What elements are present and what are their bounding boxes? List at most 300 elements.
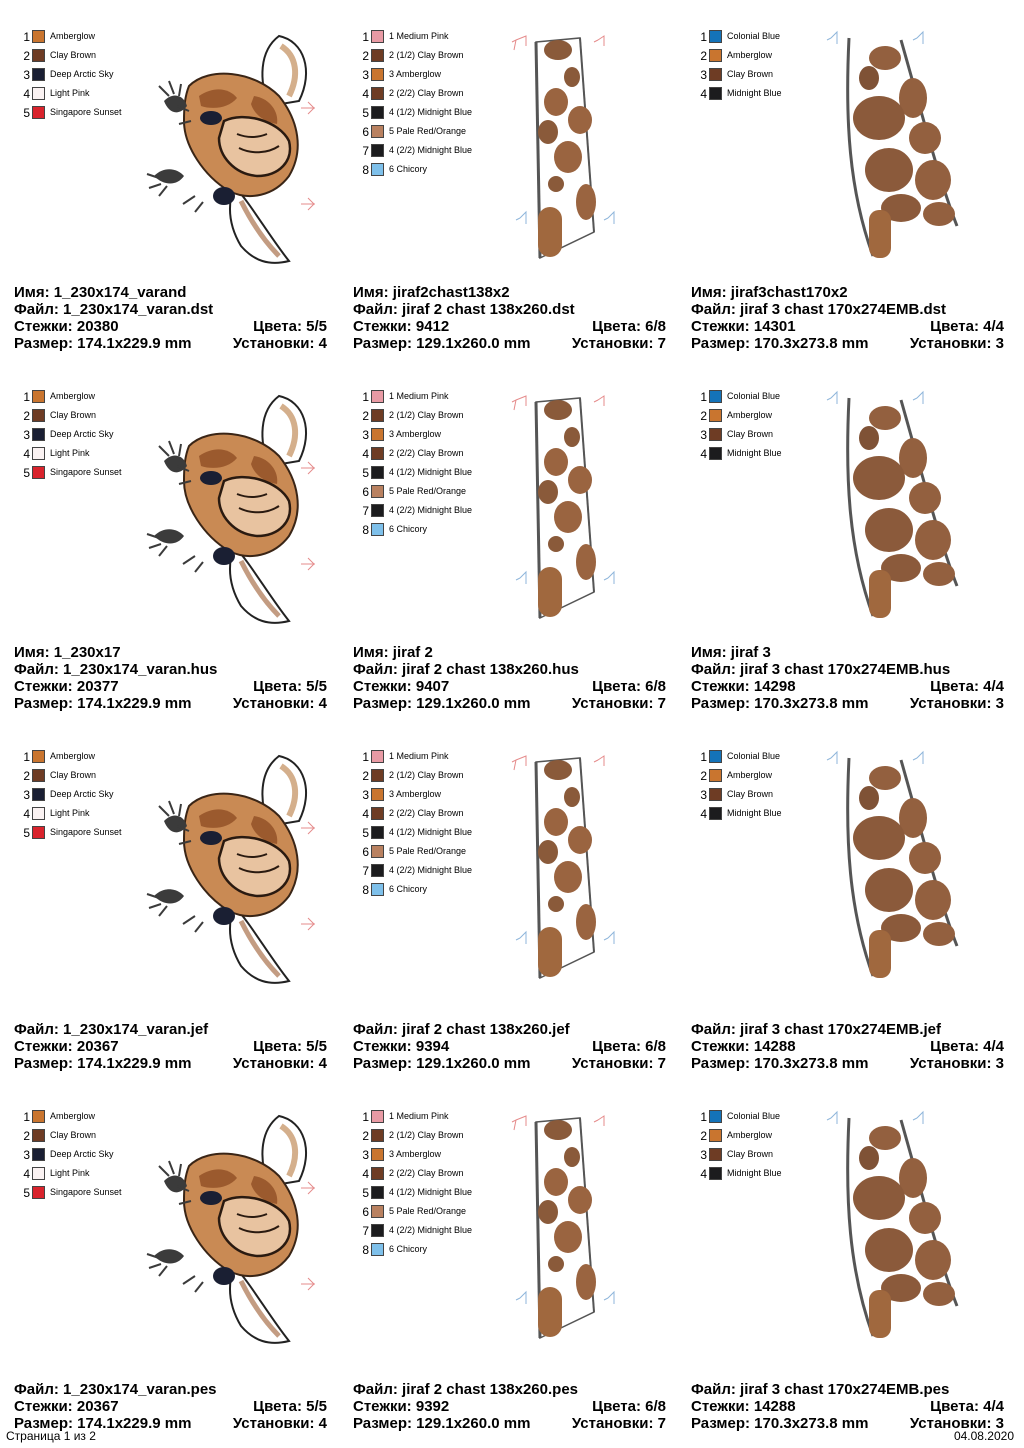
palette-index: 2: [362, 409, 369, 423]
color-swatch: [32, 750, 45, 763]
color-swatch: [371, 883, 384, 896]
design-card: [353, 382, 683, 722]
color-swatch: [32, 1167, 45, 1180]
info-line: [14, 661, 327, 678]
color-name: Deep Arctic Sky: [50, 69, 114, 79]
palette-index: 5: [362, 106, 369, 120]
color-name: Light Pink: [50, 88, 90, 98]
color-name: Light Pink: [50, 808, 90, 818]
color-swatch: [371, 447, 384, 460]
print-date: 04.08.2020: [953, 1429, 1014, 1443]
color-swatch: [371, 1205, 384, 1218]
color-name: Clay Brown: [50, 410, 97, 420]
color-swatch: [371, 466, 384, 479]
color-name: Singapore Sunset: [50, 1187, 122, 1197]
color-name: Colonial Blue: [727, 391, 781, 401]
palette-index: 2: [700, 769, 707, 783]
palette-index: 1: [700, 1110, 707, 1124]
color-name: Deep Arctic Sky: [50, 789, 114, 799]
stop-count: Установки: 3: [909, 1055, 1004, 1072]
palette-index: 7: [362, 504, 369, 518]
color-name: Midnight Blue: [727, 448, 782, 458]
design-size: Размер: 170.3x273.8 mm: [691, 1055, 869, 1072]
color-swatch: [709, 49, 722, 62]
color-name: Clay Brown: [727, 429, 774, 439]
color-swatch: [371, 788, 384, 801]
color-name: Light Pink: [50, 1168, 90, 1178]
palette-index: 5: [362, 466, 369, 480]
giraffe-neck-part-2-embroidery: [498, 1112, 628, 1340]
design-info: [14, 1381, 327, 1432]
giraffe-head-embroidery: [129, 1106, 329, 1346]
info-line: [691, 661, 1004, 678]
color-swatch: [709, 1129, 722, 1142]
color-name: 3 Amberglow: [389, 1149, 442, 1159]
design-card: [14, 742, 344, 1082]
color-swatch: [371, 30, 384, 43]
design-size: Размер: 174.1x229.9 mm: [14, 1415, 192, 1432]
palette-index: 8: [362, 883, 369, 897]
design-info: [691, 1021, 1004, 1072]
color-name: 2 (1/2) Clay Brown: [389, 1130, 464, 1140]
file-name: Файл: jiraf 3 chast 170x274EMB.jef: [691, 1021, 941, 1038]
design-info: [353, 1021, 666, 1072]
color-count: Цвета: 4/4: [930, 1398, 1004, 1415]
file-name: Файл: 1_230x174_varan.jef: [14, 1021, 209, 1038]
design-size: Размер: 174.1x229.9 mm: [14, 1055, 192, 1072]
design-card: [14, 1102, 344, 1442]
color-swatch: [371, 807, 384, 820]
color-name: 4 (2/2) Midnight Blue: [389, 865, 473, 875]
palette-index: 5: [23, 466, 30, 480]
color-name: 4 (1/2) Midnight Blue: [389, 467, 473, 477]
color-swatch: [32, 1148, 45, 1161]
design-card: [353, 22, 683, 362]
color-swatch: [371, 864, 384, 877]
stitch-count: Стежки: 14298: [691, 678, 796, 695]
color-swatch: [371, 1148, 384, 1161]
palette-index: 3: [23, 68, 30, 82]
color-swatch: [32, 87, 45, 100]
design-info: [353, 644, 666, 712]
info-line: [691, 644, 1004, 661]
design-size: Размер: 129.1x260.0 mm: [353, 335, 531, 352]
color-name: Light Pink: [50, 448, 90, 458]
color-count: Цвета: 5/5: [253, 1038, 327, 1055]
palette-index: 2: [362, 49, 369, 63]
color-name: Colonial Blue: [727, 1111, 781, 1121]
file-name: Файл: jiraf 2 chast 138x260.pes: [353, 1381, 579, 1398]
palette-index: 3: [23, 788, 30, 802]
palette-index: 3: [362, 788, 369, 802]
color-swatch: [32, 1186, 45, 1199]
color-swatch: [371, 125, 384, 138]
info-line: [14, 284, 327, 301]
color-name: 4 (2/2) Midnight Blue: [389, 1225, 473, 1235]
design-info: [691, 644, 1004, 712]
palette-index: 4: [362, 87, 369, 101]
info-line: [353, 1381, 666, 1398]
palette-index: 3: [700, 68, 707, 82]
info-line: [353, 335, 666, 352]
info-line: [14, 335, 327, 352]
palette-index: 4: [700, 447, 707, 461]
color-name: Deep Arctic Sky: [50, 1149, 114, 1159]
color-name: Colonial Blue: [727, 751, 781, 761]
file-name: Файл: jiraf 3 chast 170x274EMB.hus: [691, 661, 951, 678]
color-count: Цвета: 6/8: [592, 678, 666, 695]
color-name: Amberglow: [727, 770, 773, 780]
palette-index: 1: [23, 750, 30, 764]
color-name: 5 Pale Red/Orange: [389, 486, 467, 496]
palette-index: 1: [23, 30, 30, 44]
stitch-count: Стежки: 9412: [353, 318, 450, 335]
file-name: Файл: 1_230x174_varan.hus: [14, 661, 218, 678]
color-count: Цвета: 5/5: [253, 1398, 327, 1415]
color-swatch: [371, 87, 384, 100]
palette-index: 1: [23, 1110, 30, 1124]
color-swatch: [371, 1224, 384, 1237]
color-swatch: [371, 106, 384, 119]
color-name: 4 (2/2) Midnight Blue: [389, 145, 473, 155]
stitch-count: Стежки: 14288: [691, 1038, 796, 1055]
design-name: Имя: jiraf2chast138x2: [353, 284, 510, 301]
color-name: Singapore Sunset: [50, 467, 122, 477]
design-size: Размер: 170.3x273.8 mm: [691, 1415, 869, 1432]
palette-index: 1: [700, 390, 707, 404]
color-swatch: [371, 409, 384, 422]
info-line: [353, 284, 666, 301]
design-card: [691, 742, 1021, 1082]
palette-index: 3: [700, 1148, 707, 1162]
design-card: [353, 1102, 683, 1442]
color-name: 5 Pale Red/Orange: [389, 846, 467, 856]
design-card: [691, 22, 1021, 362]
color-count: Цвета: 4/4: [930, 678, 1004, 695]
info-line: [691, 284, 1004, 301]
color-name: 3 Amberglow: [389, 429, 442, 439]
palette-index: 1: [362, 30, 369, 44]
color-swatch: [32, 807, 45, 820]
color-count: Цвета: 6/8: [592, 1038, 666, 1055]
palette-index: 7: [362, 144, 369, 158]
stop-count: Установки: 4: [232, 335, 327, 352]
color-name: Clay Brown: [727, 789, 774, 799]
color-swatch: [709, 788, 722, 801]
color-swatch: [371, 144, 384, 157]
palette-index: 7: [362, 864, 369, 878]
color-count: Цвета: 6/8: [592, 1398, 666, 1415]
stop-count: Установки: 4: [232, 1415, 327, 1432]
color-swatch: [32, 30, 45, 43]
color-name: 5 Pale Red/Orange: [389, 126, 467, 136]
color-name: Singapore Sunset: [50, 107, 122, 117]
file-name: Файл: jiraf 2 chast 138x260.dst: [353, 301, 575, 318]
giraffe-neck-part-2-embroidery: [498, 392, 628, 620]
palette-index: 1: [362, 1110, 369, 1124]
palette-index: 4: [23, 1167, 30, 1181]
design-info: [14, 284, 327, 352]
color-name: 5 Pale Red/Orange: [389, 1206, 467, 1216]
palette-index: 2: [23, 49, 30, 63]
color-count: Цвета: 5/5: [253, 678, 327, 695]
color-name: 2 (1/2) Clay Brown: [389, 50, 464, 60]
color-swatch: [371, 1186, 384, 1199]
palette-index: 1: [23, 390, 30, 404]
color-count: Цвета: 5/5: [253, 318, 327, 335]
info-line: [353, 644, 666, 661]
color-swatch: [32, 68, 45, 81]
palette-index: 4: [23, 807, 30, 821]
palette-index: 5: [23, 106, 30, 120]
palette-index: 2: [23, 1129, 30, 1143]
color-name: 1 Medium Pink: [389, 391, 449, 401]
design-info: [353, 284, 666, 352]
color-swatch: [371, 1129, 384, 1142]
palette-index: 3: [362, 68, 369, 82]
color-name: 3 Amberglow: [389, 69, 442, 79]
design-size: Размер: 174.1x229.9 mm: [14, 335, 192, 352]
info-line: [14, 318, 327, 335]
color-swatch: [709, 30, 722, 43]
color-name: Amberglow: [50, 391, 96, 401]
stitch-count: Стежки: 9407: [353, 678, 450, 695]
info-line: [14, 1381, 327, 1398]
page-number: Страница 1 из 2: [6, 1429, 96, 1443]
stop-count: Установки: 7: [571, 695, 666, 712]
palette-index: 7: [362, 1224, 369, 1238]
color-name: 6 Chicory: [389, 164, 428, 174]
color-name: Midnight Blue: [727, 1168, 782, 1178]
color-swatch: [709, 87, 722, 100]
color-swatch: [709, 447, 722, 460]
palette-index: 5: [23, 1186, 30, 1200]
design-card: [14, 22, 344, 362]
palette-index: 2: [700, 1129, 707, 1143]
stitch-count: Стежки: 20367: [14, 1398, 119, 1415]
palette-index: 3: [700, 428, 707, 442]
color-count: Цвета: 4/4: [930, 318, 1004, 335]
color-name: Midnight Blue: [727, 88, 782, 98]
palette-index: 4: [23, 447, 30, 461]
info-line: [14, 644, 327, 661]
color-swatch: [371, 1110, 384, 1123]
stitch-count: Стежки: 20377: [14, 678, 119, 695]
stitch-count: Стежки: 9392: [353, 1398, 450, 1415]
palette-index: 1: [362, 390, 369, 404]
color-swatch: [32, 447, 45, 460]
color-swatch: [32, 788, 45, 801]
file-name: Файл: jiraf 2 chast 138x260.hus: [353, 661, 579, 678]
color-name: Clay Brown: [50, 50, 97, 60]
stitch-count: Стежки: 9394: [353, 1038, 450, 1055]
color-swatch: [709, 409, 722, 422]
design-size: Размер: 170.3x273.8 mm: [691, 335, 869, 352]
color-swatch: [709, 428, 722, 441]
color-name: Amberglow: [50, 31, 96, 41]
file-name: Файл: jiraf 2 chast 138x260.jef: [353, 1021, 570, 1038]
color-swatch: [709, 68, 722, 81]
stop-count: Установки: 3: [909, 1415, 1004, 1432]
color-swatch: [32, 106, 45, 119]
palette-index: 8: [362, 523, 369, 537]
design-info: [14, 1021, 327, 1072]
color-name: Singapore Sunset: [50, 827, 122, 837]
info-line: [353, 1038, 666, 1055]
color-name: 2 (2/2) Clay Brown: [389, 808, 464, 818]
file-name: Файл: 1_230x174_varan.dst: [14, 301, 214, 318]
stop-count: Установки: 7: [571, 1055, 666, 1072]
color-name: 2 (1/2) Clay Brown: [389, 770, 464, 780]
color-swatch: [32, 769, 45, 782]
color-swatch: [371, 769, 384, 782]
color-name: 1 Medium Pink: [389, 1111, 449, 1121]
color-swatch: [371, 750, 384, 763]
info-line: [353, 301, 666, 318]
color-name: Clay Brown: [727, 69, 774, 79]
color-swatch: [32, 1129, 45, 1142]
design-info: [14, 644, 327, 712]
info-line: [691, 1038, 1004, 1055]
palette-index: 1: [700, 750, 707, 764]
info-line: [14, 678, 327, 695]
color-swatch: [709, 390, 722, 403]
color-swatch: [709, 750, 722, 763]
palette-index: 3: [23, 1148, 30, 1162]
color-swatch: [709, 769, 722, 782]
color-name: Clay Brown: [50, 1130, 97, 1140]
info-line: [353, 1021, 666, 1038]
color-name: Midnight Blue: [727, 808, 782, 818]
palette-index: 3: [362, 1148, 369, 1162]
color-name: 4 (1/2) Midnight Blue: [389, 107, 473, 117]
color-name: 2 (1/2) Clay Brown: [389, 410, 464, 420]
palette-index: 4: [362, 1167, 369, 1181]
color-swatch: [371, 49, 384, 62]
palette-index: 2: [362, 769, 369, 783]
color-swatch: [371, 163, 384, 176]
giraffe-neck-part-3-embroidery: [821, 30, 971, 260]
palette-index: 2: [700, 49, 707, 63]
info-line: [353, 1398, 666, 1415]
color-name: Clay Brown: [727, 1149, 774, 1159]
color-swatch: [709, 1110, 722, 1123]
color-name: Amberglow: [50, 1111, 96, 1121]
design-size: Размер: 129.1x260.0 mm: [353, 1055, 531, 1072]
color-name: 1 Medium Pink: [389, 31, 449, 41]
color-swatch: [32, 466, 45, 479]
info-line: [353, 678, 666, 695]
palette-index: 5: [362, 826, 369, 840]
palette-index: 4: [23, 87, 30, 101]
color-count: Цвета: 4/4: [930, 1038, 1004, 1055]
color-swatch: [371, 523, 384, 536]
color-name: 6 Chicory: [389, 524, 428, 534]
color-name: 1 Medium Pink: [389, 751, 449, 761]
stitch-count: Стежки: 20380: [14, 318, 119, 335]
color-name: Colonial Blue: [727, 31, 781, 41]
color-name: 2 (2/2) Clay Brown: [389, 88, 464, 98]
palette-index: 5: [23, 826, 30, 840]
info-line: [691, 335, 1004, 352]
giraffe-neck-part-3-embroidery: [821, 1110, 971, 1340]
info-line: [14, 1398, 327, 1415]
stop-count: Установки: 3: [909, 695, 1004, 712]
color-name: 4 (2/2) Midnight Blue: [389, 505, 473, 515]
info-line: [691, 1381, 1004, 1398]
design-size: Размер: 129.1x260.0 mm: [353, 695, 531, 712]
palette-index: 1: [700, 30, 707, 44]
palette-index: 4: [700, 1167, 707, 1181]
color-name: Amberglow: [727, 50, 773, 60]
color-swatch: [371, 504, 384, 517]
color-swatch: [371, 1167, 384, 1180]
palette-index: 8: [362, 1243, 369, 1257]
palette-index: 8: [362, 163, 369, 177]
palette-index: 6: [362, 1205, 369, 1219]
palette-index: 4: [362, 447, 369, 461]
color-swatch: [32, 49, 45, 62]
color-swatch: [709, 1167, 722, 1180]
giraffe-head-embroidery: [129, 746, 329, 986]
file-name: Файл: 1_230x174_varan.pes: [14, 1381, 217, 1398]
giraffe-neck-part-3-embroidery: [821, 750, 971, 980]
info-line: [353, 1415, 666, 1432]
stitch-count: Стежки: 20367: [14, 1038, 119, 1055]
palette-index: 6: [362, 485, 369, 499]
palette-index: 4: [362, 807, 369, 821]
design-info: [691, 284, 1004, 352]
info-line: [14, 1038, 327, 1055]
color-swatch: [32, 826, 45, 839]
color-count: Цвета: 6/8: [592, 318, 666, 335]
color-swatch: [371, 1243, 384, 1256]
color-name: 4 (1/2) Midnight Blue: [389, 827, 473, 837]
color-swatch: [32, 390, 45, 403]
palette-index: 5: [362, 1186, 369, 1200]
design-size: Размер: 129.1x260.0 mm: [353, 1415, 531, 1432]
info-line: [14, 695, 327, 712]
info-line: [353, 695, 666, 712]
design-card: [14, 382, 344, 722]
file-name: Файл: jiraf 3 chast 170x274EMB.pes: [691, 1381, 950, 1398]
giraffe-head-embroidery: [129, 386, 329, 626]
color-name: 4 (1/2) Midnight Blue: [389, 1187, 473, 1197]
info-line: [14, 301, 327, 318]
palette-index: 2: [23, 769, 30, 783]
stop-count: Установки: 4: [232, 695, 327, 712]
stop-count: Установки: 4: [232, 1055, 327, 1072]
giraffe-neck-part-2-embroidery: [498, 32, 628, 260]
design-name: Имя: jiraf3chast170x2: [691, 284, 848, 301]
giraffe-head-embroidery: [129, 26, 329, 266]
stop-count: Установки: 7: [571, 1415, 666, 1432]
color-swatch: [371, 845, 384, 858]
info-line: [691, 1055, 1004, 1072]
palette-index: 3: [23, 428, 30, 442]
design-size: Размер: 170.3x273.8 mm: [691, 695, 869, 712]
color-name: Amberglow: [50, 751, 96, 761]
color-name: Amberglow: [727, 1130, 773, 1140]
color-swatch: [371, 68, 384, 81]
design-info: [691, 1381, 1004, 1432]
color-name: 3 Amberglow: [389, 789, 442, 799]
color-name: Deep Arctic Sky: [50, 429, 114, 439]
design-size: Размер: 174.1x229.9 mm: [14, 695, 192, 712]
info-line: [14, 1021, 327, 1038]
info-line: [691, 301, 1004, 318]
color-swatch: [371, 428, 384, 441]
